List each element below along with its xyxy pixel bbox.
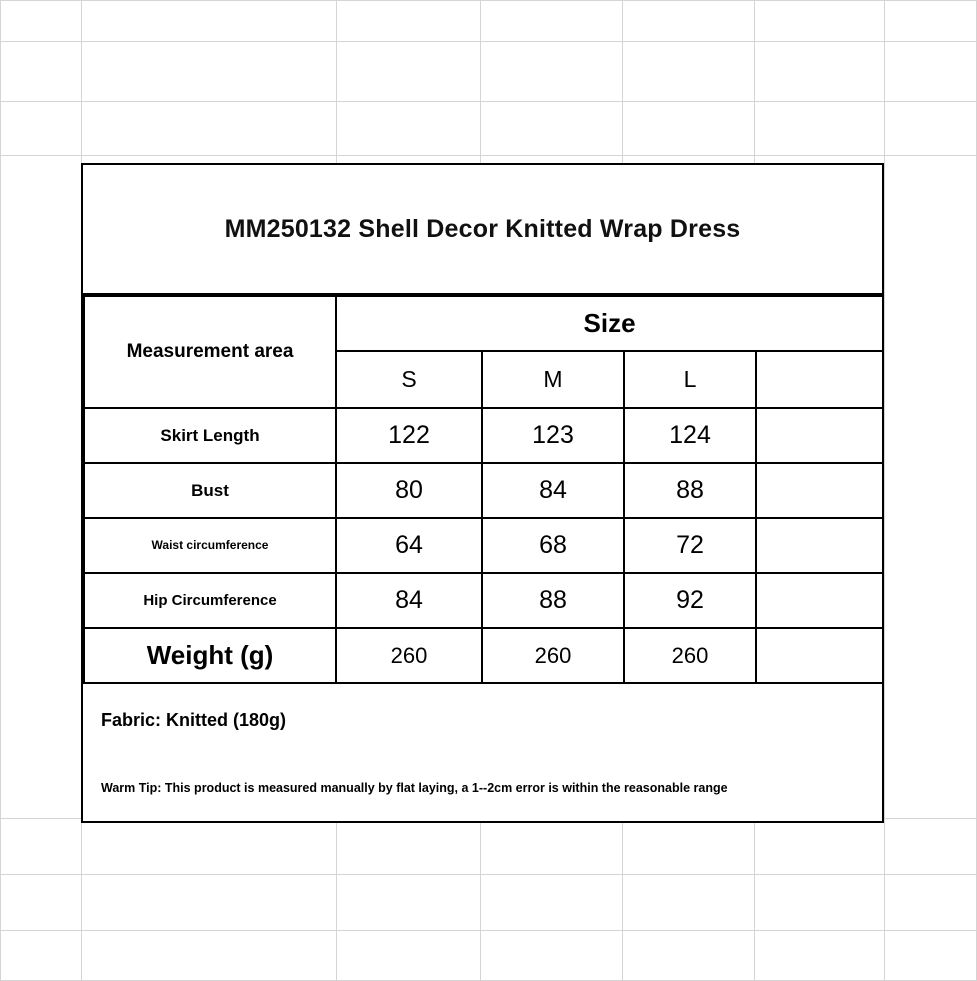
size-column-s: S [336, 351, 482, 408]
table-header-row [84, 296, 883, 351]
hip-l: 92 [624, 573, 756, 628]
hip-s: 84 [336, 573, 482, 628]
weight-s: 260 [336, 628, 482, 683]
table-row [84, 408, 883, 463]
size-column-l: L [624, 351, 756, 408]
weight-m: 260 [482, 628, 624, 683]
size-table [83, 295, 884, 684]
hip-extra [756, 573, 883, 628]
table-row [84, 628, 883, 683]
skirt-length-s: 122 [336, 408, 482, 463]
waist-extra [756, 518, 883, 573]
size-header: Size [336, 296, 883, 351]
title-band [83, 165, 882, 295]
page-title: MM250132 Shell Decor Knitted Wrap Dress [224, 214, 741, 243]
hip-m: 88 [482, 573, 624, 628]
waist-m: 68 [482, 518, 624, 573]
bust-s: 80 [336, 463, 482, 518]
waist-l: 72 [624, 518, 756, 573]
row-label-bust: Bust [84, 463, 336, 518]
row-label-hip-circumference: Hip Circumference [84, 573, 336, 628]
weight-l: 260 [624, 628, 756, 683]
size-chart-card [81, 163, 884, 823]
notes-section [83, 684, 882, 821]
row-label-skirt-length: Skirt Length [84, 408, 336, 463]
row-label-waist-circumference: Waist circumference [84, 518, 336, 573]
weight-extra [756, 628, 883, 683]
skirt-length-extra [756, 408, 883, 463]
measurement-area-header: Measurement area [84, 296, 336, 408]
skirt-length-l: 124 [624, 408, 756, 463]
size-column-m: M [482, 351, 624, 408]
fabric-note: Fabric: Knitted (180g) [101, 710, 287, 730]
warm-tip-note: Warm Tip: This product is measured manually by flat laying, a 1--2cm error is within the reasonable range [101, 781, 728, 795]
bust-m: 84 [482, 463, 624, 518]
table-row [84, 463, 883, 518]
bust-l: 88 [624, 463, 756, 518]
table-row [84, 518, 883, 573]
waist-s: 64 [336, 518, 482, 573]
row-label-weight: Weight (g) [84, 628, 336, 683]
bust-extra [756, 463, 883, 518]
skirt-length-m: 123 [482, 408, 624, 463]
size-column-extra [756, 351, 883, 408]
table-row [84, 573, 883, 628]
